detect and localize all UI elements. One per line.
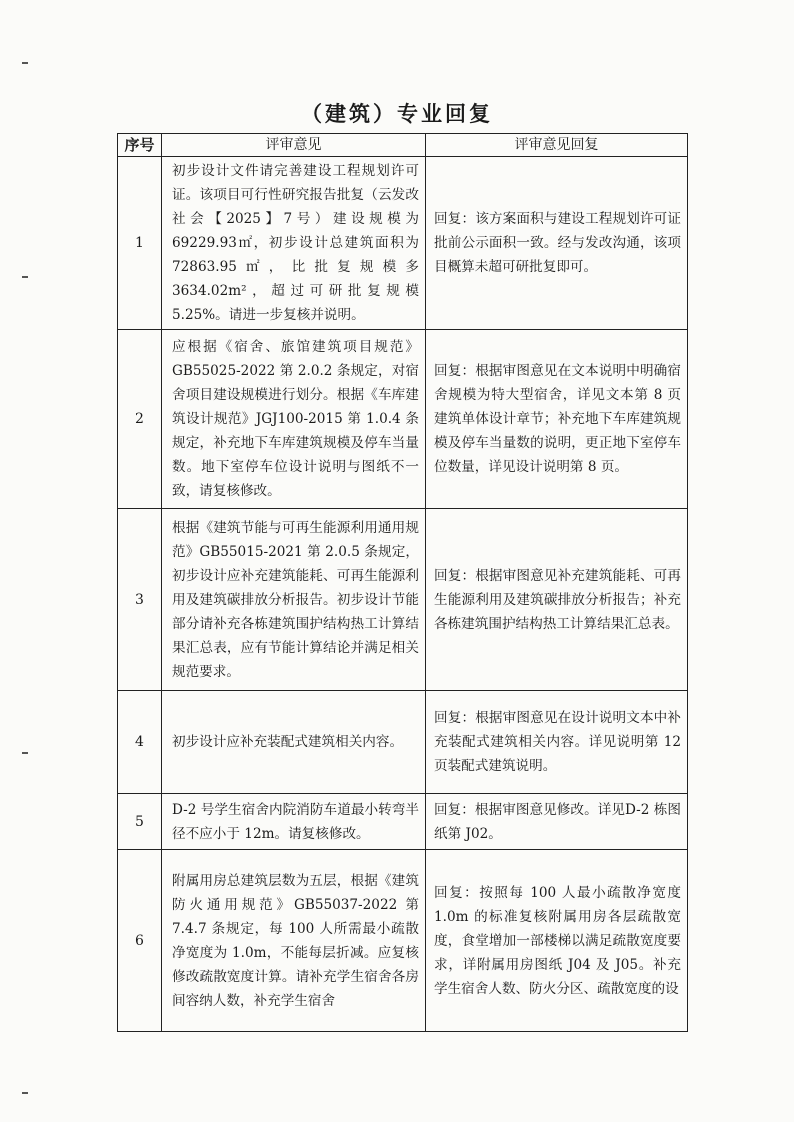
header-seq: 序号: [118, 134, 162, 157]
row-reply: 回复：该方案面积与建设工程规划许可证批前公示面积一致。经与发改沟通，该项目概算未超可研批复即可。: [426, 157, 688, 330]
table-row: [118, 330, 688, 509]
page-title: （建筑）专业回复: [301, 101, 493, 126]
scan-mark: [22, 1092, 28, 1094]
row-comment: 根据《建筑节能与可再生能源利用通用规范》GB55015-2021 第 2.0.5 条规定，初步设计应补充建筑能耗、可再生能源利用及建筑碳排放分析报告。初步设计节能部分请补充各栋建筑围护结构热工计算结果汇总表，应有节能计算结论并满足相关规范要求。: [162, 509, 426, 691]
row-seq: 1: [118, 157, 162, 330]
header-reply: 评审意见回复: [426, 134, 688, 157]
row-reply: 回复：按照每 100 人最小疏散净宽度 1.0m 的标准复核附属用房各层疏散宽度，食堂增加一部楼梯以满足疏散宽度要求，详附属用房图纸 J04 及 J05。补充学生宿舍人数、防火分区、疏散宽度的设: [426, 850, 688, 1032]
scan-mark: [22, 62, 28, 64]
row-seq: 2: [118, 330, 162, 509]
row-reply: 回复：根据审图意见修改。详见D-2 栋图纸第 J02。: [426, 794, 688, 850]
row-seq: 6: [118, 850, 162, 1032]
table-row: [118, 157, 688, 330]
table-row: [118, 850, 688, 1032]
row-reply: 回复：根据审图意见在文本说明中明确宿舍规模为特大型宿舍，详见文本第 8 页建筑单体设计章节；补充地下车库建筑规模及停车当量数的说明，更正地下室停车位数量，详见设计说明第 8 页。: [426, 330, 688, 509]
table-row: [118, 509, 688, 691]
scan-mark: [22, 752, 28, 754]
row-seq: 3: [118, 509, 162, 691]
review-table: [117, 133, 688, 1032]
row-reply: 回复：根据审图意见补充建筑能耗、可再生能源利用及建筑碳排放分析报告；补充各栋建筑围护结构热工计算结果汇总表。: [426, 509, 688, 691]
row-comment: D-2 号学生宿舍内院消防车道最小转弯半径不应小于 12m。请复核修改。: [162, 794, 426, 850]
row-comment: 应根据《宿舍、旅馆建筑项目规范》GB55025-2022 第 2.0.2 条规定，对宿舍项目建设规模进行划分。根据《车库建筑设计规范》JGJ100-2015 第 1.0.4 条规定，补充地下车库建筑规模及停车当量数。地下室停车位设计说明与图纸不一致，请复核修改。: [162, 330, 426, 509]
header-comment: 评审意见: [162, 134, 426, 157]
row-comment: 附属用房总建筑层数为五层，根据《建筑防火通用规范》GB55037-2022 第 7.4.7 条规定，每 100 人所需最小疏散净宽度为 1.0m，不能每层折减。应复核修改疏散宽度计算。请补充学生宿舍各房间容纳人数，补充学生宿舍: [162, 850, 426, 1032]
row-reply: 回复：根据审图意见在设计说明文本中补充装配式建筑相关内容。详见说明第 12 页装配式建筑说明。: [426, 691, 688, 794]
row-comment: 初步设计文件请完善建设工程规划许可证。该项目可行性研究报告批复（云发改社会【2025】7号）建设规模为69229.93㎡，初步设计总建筑面积为72863.95㎡，比批复规模多 3634.02m²，超过可研批复规模 5.25%。请进一步复核并说明。: [162, 157, 426, 330]
table-row: [118, 691, 688, 794]
scan-mark: [22, 276, 28, 278]
table-header-row: [118, 134, 688, 157]
row-seq: 5: [118, 794, 162, 850]
row-comment: 初步设计应补充装配式建筑相关内容。: [162, 691, 426, 794]
table-row: [118, 794, 688, 850]
row-seq: 4: [118, 691, 162, 794]
